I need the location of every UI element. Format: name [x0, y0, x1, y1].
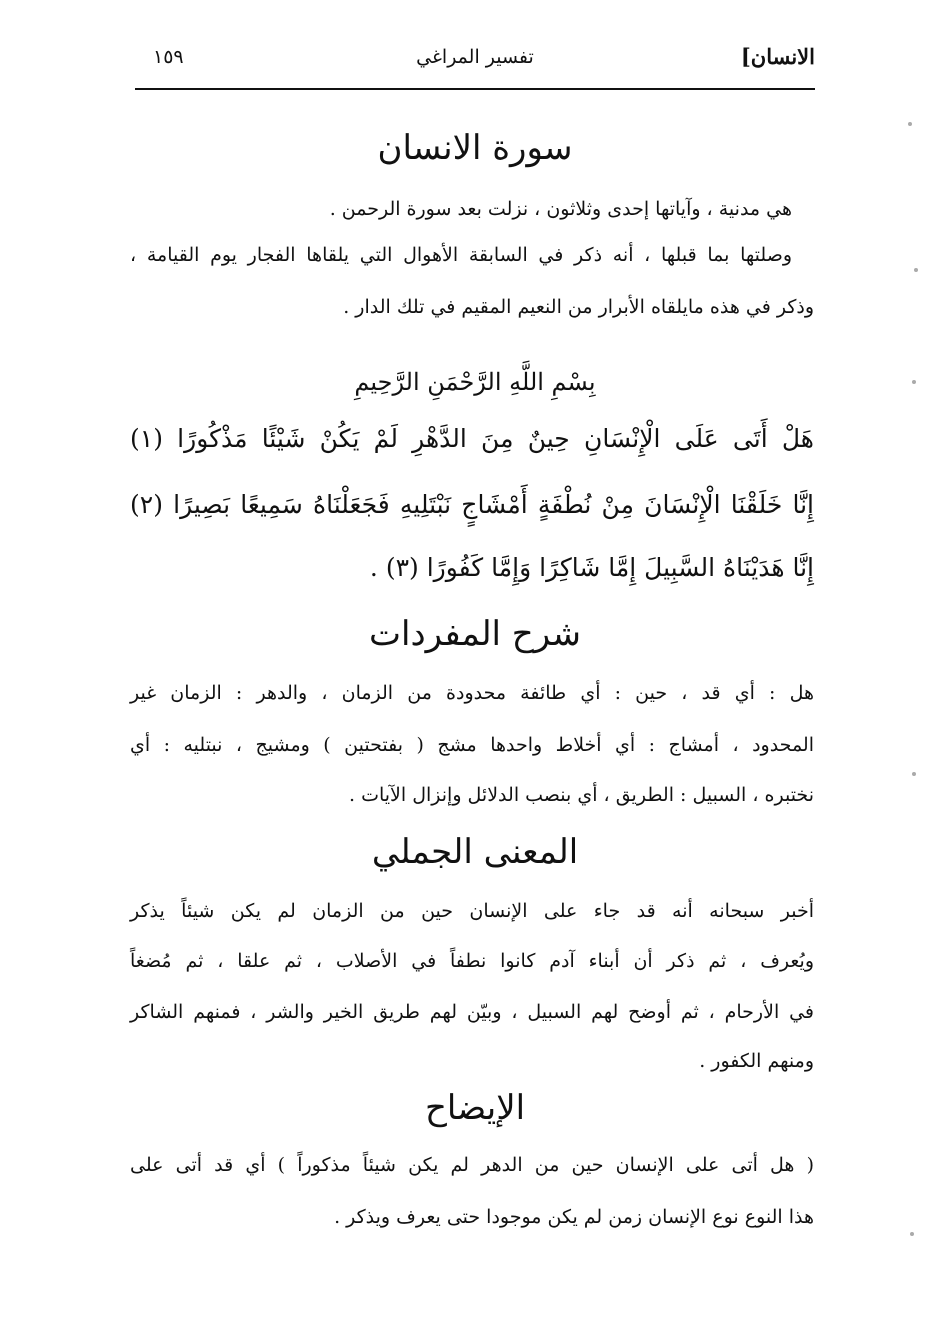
intro-line-1: هي مدنية ، وآياتها إحدى وثلاثون ، نزلت بعد سورة الرحمن .: [329, 198, 792, 220]
verse-1: هَلْ أَتَى عَلَى الْإِنْسَانِ حِينٌ مِنَ الدَّهْرِ لَمْ يَكُنْ شَيْئًا مَذْكُورًا (١): [130, 424, 814, 453]
scan-speck: [914, 268, 918, 272]
header-divider: [135, 88, 815, 90]
vocab-heading: شرح المفردات: [368, 614, 582, 654]
general-meaning-line-2: ويُعرف ، ثم ذكر أن أبناء آدم كانوا نطفاً في الأصلاب ، ثم علقا ، ثم مُضغاً: [130, 950, 814, 972]
verse-3: إِنَّا هَدَيْنَاهُ السَّبِيلَ إِمَّا شَاكِرًا وَإِمَّا كَفُورًا (٣) .: [369, 553, 814, 582]
vocab-line-3: نختبره ، السبيل : الطريق ، أي بنصب الدلائل وإنزال الآيات .: [349, 784, 814, 806]
intro-line-2: وصلتها بما قبلها ، أنه ذكر في السابقة الأهوال التي يلقاها الفجار يوم القيامة ،: [130, 244, 792, 266]
scan-speck: [912, 380, 916, 384]
explanation-heading: الإيضاح: [424, 1088, 526, 1128]
general-meaning-line-4: ومنهم الكفور .: [699, 1050, 814, 1072]
page-number: ١٥٩: [153, 46, 184, 68]
explanation-line-2: هذا النوع نوع الإنسان زمن لم يكن موجودا حتى يعرف ويذكر .: [334, 1206, 814, 1228]
scan-speck: [912, 772, 916, 776]
header-book-title: تفسير المراغي: [416, 46, 534, 68]
header-chapter-title: الانسان]: [740, 44, 815, 69]
surah-title: سورة الانسان: [377, 128, 573, 168]
general-meaning-line-3: في الأرحام ، ثم أوضح لهم السبيل ، وبيّن لهم طريق الخير والشر ، فمنهم الشاكر: [130, 1001, 814, 1023]
vocab-line-2: المحدود ، أمشاج : أي أخلاط واحدها مشج ( بفتحتين ) ومشيج ، نبتليه : أي: [130, 734, 814, 756]
intro-line-3: وذكر في هذه مايلقاه الأبرار من النعيم المقيم في تلك الدار .: [343, 296, 814, 318]
explanation-line-1: ( هل أتى على الإنسان حين من الدهر لم يكن شيئاً مذكوراً ) أي قد أتى على: [130, 1154, 814, 1176]
basmala: بِسْمِ اللَّهِ الرَّحْمَنِ الرَّحِيمِ: [354, 368, 596, 396]
scan-speck: [910, 1232, 914, 1236]
verse-2: إِنَّا خَلَقْنَا الْإِنْسَانَ مِنْ نُطْفَةٍ أَمْشَاجٍ نَبْتَلِيهِ فَجَعَلْنَاهُ سَمِيعًا بَصِيرًا (٢): [130, 490, 814, 519]
scan-speck: [908, 122, 912, 126]
page-header: [135, 38, 815, 90]
vocab-line-1: هل : أي قد ، حين : أي طائفة محدودة من الزمان ، والدهر : الزمان غير: [130, 682, 814, 704]
general-meaning-line-1: أخبر سبحانه أنه قد جاء على الإنسان حين من الزمان لم يكن شيئاً يذكر: [130, 900, 814, 922]
general-meaning-heading: المعنى الجملي: [371, 832, 579, 872]
